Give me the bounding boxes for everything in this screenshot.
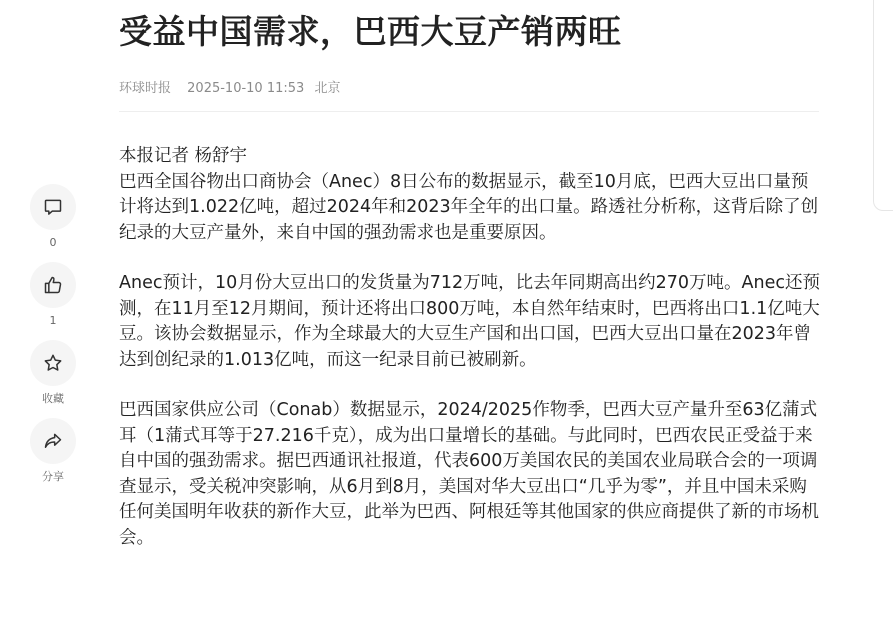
article-meta xyxy=(119,79,352,99)
side-panel-edge xyxy=(873,0,893,211)
article-paragraph: Anec预计，10月份大豆出口的发货量为712万吨，比去年同期高出约270万吨。Anec还预测，在11月至12月期间，预计还将出口800万吨，本自然年结束时，巴西将出口1.1亿吨大豆。该协会数据显示，作为全球最大的大豆生产国和出口国，巴西大豆出口量在2023年曾达到创纪录的1.013亿吨，而这一纪录目前已被刷新。 xyxy=(119,273,820,370)
meta-divider xyxy=(119,111,819,112)
favorite-label: 收藏 xyxy=(42,392,64,405)
comment-button[interactable] xyxy=(30,184,76,250)
like-count: 1 xyxy=(49,314,57,327)
share-label: 分享 xyxy=(42,470,64,483)
article-source[interactable]: 环球时报 xyxy=(119,81,172,96)
comment-icon xyxy=(43,197,63,217)
favorite-button-circle[interactable] xyxy=(30,340,76,386)
article-paragraph: 巴西国家供应公司（Conab）数据显示，2024/2025作物季，巴西大豆产量升至63亿蒲式耳（1蒲式耳等于27.216千克），成为出口量增长的基础。与此同时，巴西农民正受益于来自中国的强劲需求。据巴西通讯社报道，代表600万美国农民的美国农业局联合会的一项调查显示，受关税冲突影响，从6月到8月，美国对华大豆出口“几乎为零”，并且中国未采购任何美国明年收获的新作大豆，此举为巴西、阿根廷等其他国家的供应商提供了新的市场机会。 xyxy=(119,400,819,548)
like-button-circle[interactable] xyxy=(30,262,76,308)
article-location: 北京 xyxy=(314,81,341,96)
comment-button-circle[interactable] xyxy=(30,184,76,230)
share-button[interactable] xyxy=(30,418,76,484)
article-title: 受益中国需求，巴西大豆产销两旺 xyxy=(119,12,622,51)
star-icon xyxy=(43,353,63,373)
thumbs-up-icon xyxy=(43,275,63,295)
article-paragraph: 巴西全国谷物出口商协会（Anec）8日公布的数据显示，截至10月底，巴西大豆出口量预计将达到1.022亿吨，超过2024年和2023年全年的出口量。路透社分析称，这背后除了创纪录的大豆产量外，来自中国的强劲需求也是重要原因。 xyxy=(119,171,819,243)
like-button[interactable] xyxy=(30,262,76,328)
article-action-bar xyxy=(30,184,76,496)
article-body xyxy=(119,144,821,551)
comment-count: 0 xyxy=(49,236,57,249)
share-icon xyxy=(43,431,63,451)
favorite-button[interactable] xyxy=(30,340,76,406)
article-byline: 本报记者 杨舒宇 xyxy=(119,146,248,166)
article-datetime: 2025-10-10 11:53 xyxy=(187,81,305,96)
share-button-circle[interactable] xyxy=(30,418,76,464)
